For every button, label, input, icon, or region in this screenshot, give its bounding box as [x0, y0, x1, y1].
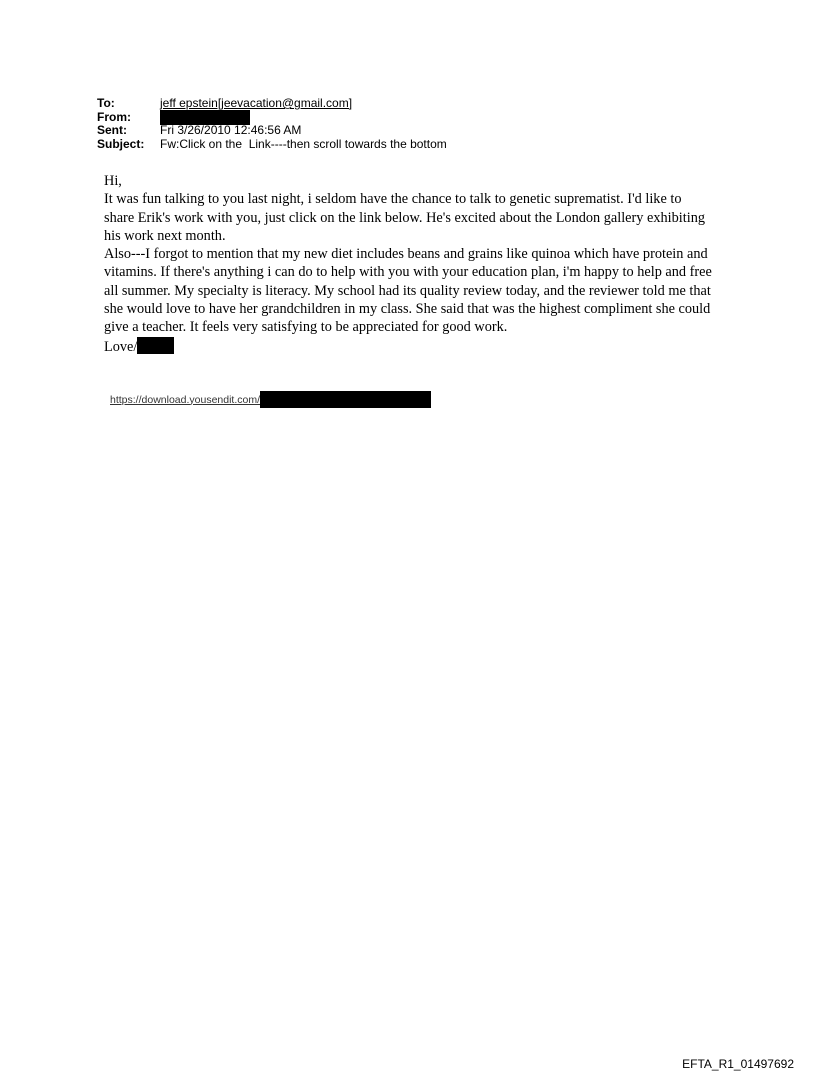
- subject-value: Fw:Click on the Link----then scroll towards the bottom: [160, 136, 447, 151]
- link-row: [110, 391, 431, 408]
- email-body: [104, 172, 714, 356]
- to-label: To:: [97, 96, 115, 110]
- signoff-line: [104, 337, 714, 356]
- download-link[interactable]: https://download.yousendit.com/: [110, 393, 261, 406]
- body-paragraph-1: It was fun talking to you last night, i seldom have the chance to talk to genetic suprematist. I'd like to share Erik's work with you, just click on the link below. He's excited about the London gallery exhibiting his work next month.: [104, 191, 705, 244]
- link-redaction: [260, 391, 431, 408]
- to-row: [97, 97, 447, 111]
- signature-redaction: [137, 337, 174, 354]
- to-value[interactable]: jeff epstein[jeevacation@gmail.com]: [160, 96, 353, 110]
- sent-row: [97, 124, 447, 138]
- document-id: EFTA_R1_01497692: [682, 1057, 794, 1071]
- subject-label: Subject:: [97, 136, 145, 151]
- signoff: Love/: [104, 338, 138, 355]
- body-paragraph-2: Also---I forgot to mention that my new diet includes beans and grains like quinoa which have protein and vitamins. If there's anything i can do to help with you with your education plan, i'm happy to help and free all summer. My specialty is literacy. My school had its quality review today, and the reviewer told me that she would love to have her grandchildren in my class. She said that was the highest compliment she could give a teacher. It feels very satisfying to be appreciated for good work.: [104, 246, 712, 336]
- subject-row: [97, 138, 447, 152]
- sent-label: Sent:: [97, 123, 127, 137]
- sent-value: Fri 3/26/2010 12:46:56 AM: [160, 123, 302, 137]
- from-label: From:: [97, 109, 131, 124]
- from-row: [97, 111, 447, 125]
- greeting: Hi,: [104, 173, 122, 189]
- email-header: [97, 97, 447, 151]
